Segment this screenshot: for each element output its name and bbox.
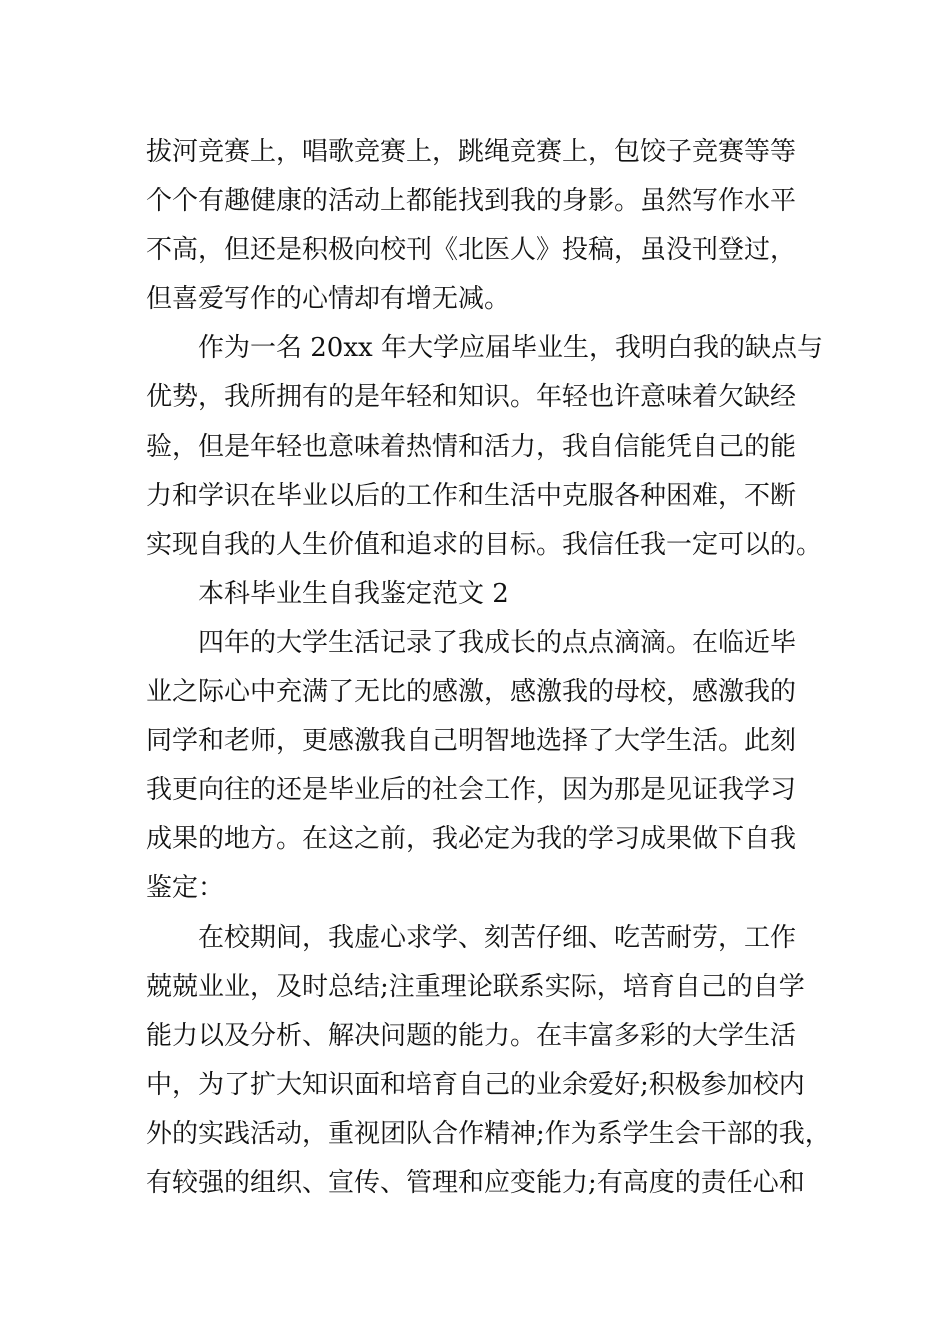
text-line: 个个有趣健康的活动上都能找到我的身影。虽然写作水平: [146, 186, 797, 217]
text-line: 力和学识在毕业以后的工作和生活中克服各种困难，不断: [146, 480, 797, 511]
text-line: 在校期间，我虚心求学、刻苦仔细、吃苦耐劳，工作: [198, 922, 797, 953]
text-line: 但喜爱写作的心情却有增无减。: [146, 284, 511, 315]
text-line: 业之际心中充满了无比的感激，感激我的母校，感激我的: [146, 677, 797, 708]
text-line: 四年的大学生活记录了我成长的点点滴滴。在临近毕: [198, 627, 797, 658]
text-line: 能力以及分析、解决问题的能力。在丰富多彩的大学生活: [146, 1020, 797, 1051]
text-line: 本科毕业生自我鉴定范文 2: [198, 578, 509, 609]
text-line: 兢兢业业，及时总结;注重理论联系实际，培育自己的自学: [146, 971, 805, 1002]
document-body: [146, 128, 836, 1208]
text-line: 鉴定：: [146, 873, 225, 904]
text-line: 实现自我的人生价值和追求的目标。我信任我一定可以的。: [146, 529, 823, 560]
text-line: 外的实践活动，重视团队合作精神;作为系学生会干部的我，: [146, 1118, 831, 1149]
text-line: 拔河竞赛上，唱歌竞赛上，跳绳竞赛上，包饺子竞赛等等: [146, 137, 797, 167]
text-line: 优势，我所拥有的是年轻和知识。年轻也许意味着欠缺经: [146, 382, 797, 413]
text-line: 作为一名 20xx 年大学应届毕业生，我明白我的缺点与: [198, 333, 823, 364]
text-line: 中，为了扩大知识面和培育自己的业余爱好;积极参加校内: [146, 1069, 805, 1100]
text-line: 不高，但还是积极向校刊《北医人》投稿，虽没刊登过，: [146, 235, 797, 266]
text-line: 有较强的组织、宣传、管理和应变能力;有高度的责任心和: [146, 1167, 805, 1198]
text-line: 同学和老师，更感激我自己明智地选择了大学生活。此刻: [146, 726, 797, 757]
text-line: 我更向往的还是毕业后的社会工作，因为那是见证我学习: [146, 775, 797, 806]
text-line: 成果的地方。在这之前，我必定为我的学习成果做下自我: [146, 824, 797, 855]
text-line: 验，但是年轻也意味着热情和活力，我自信能凭自己的能: [146, 431, 797, 462]
